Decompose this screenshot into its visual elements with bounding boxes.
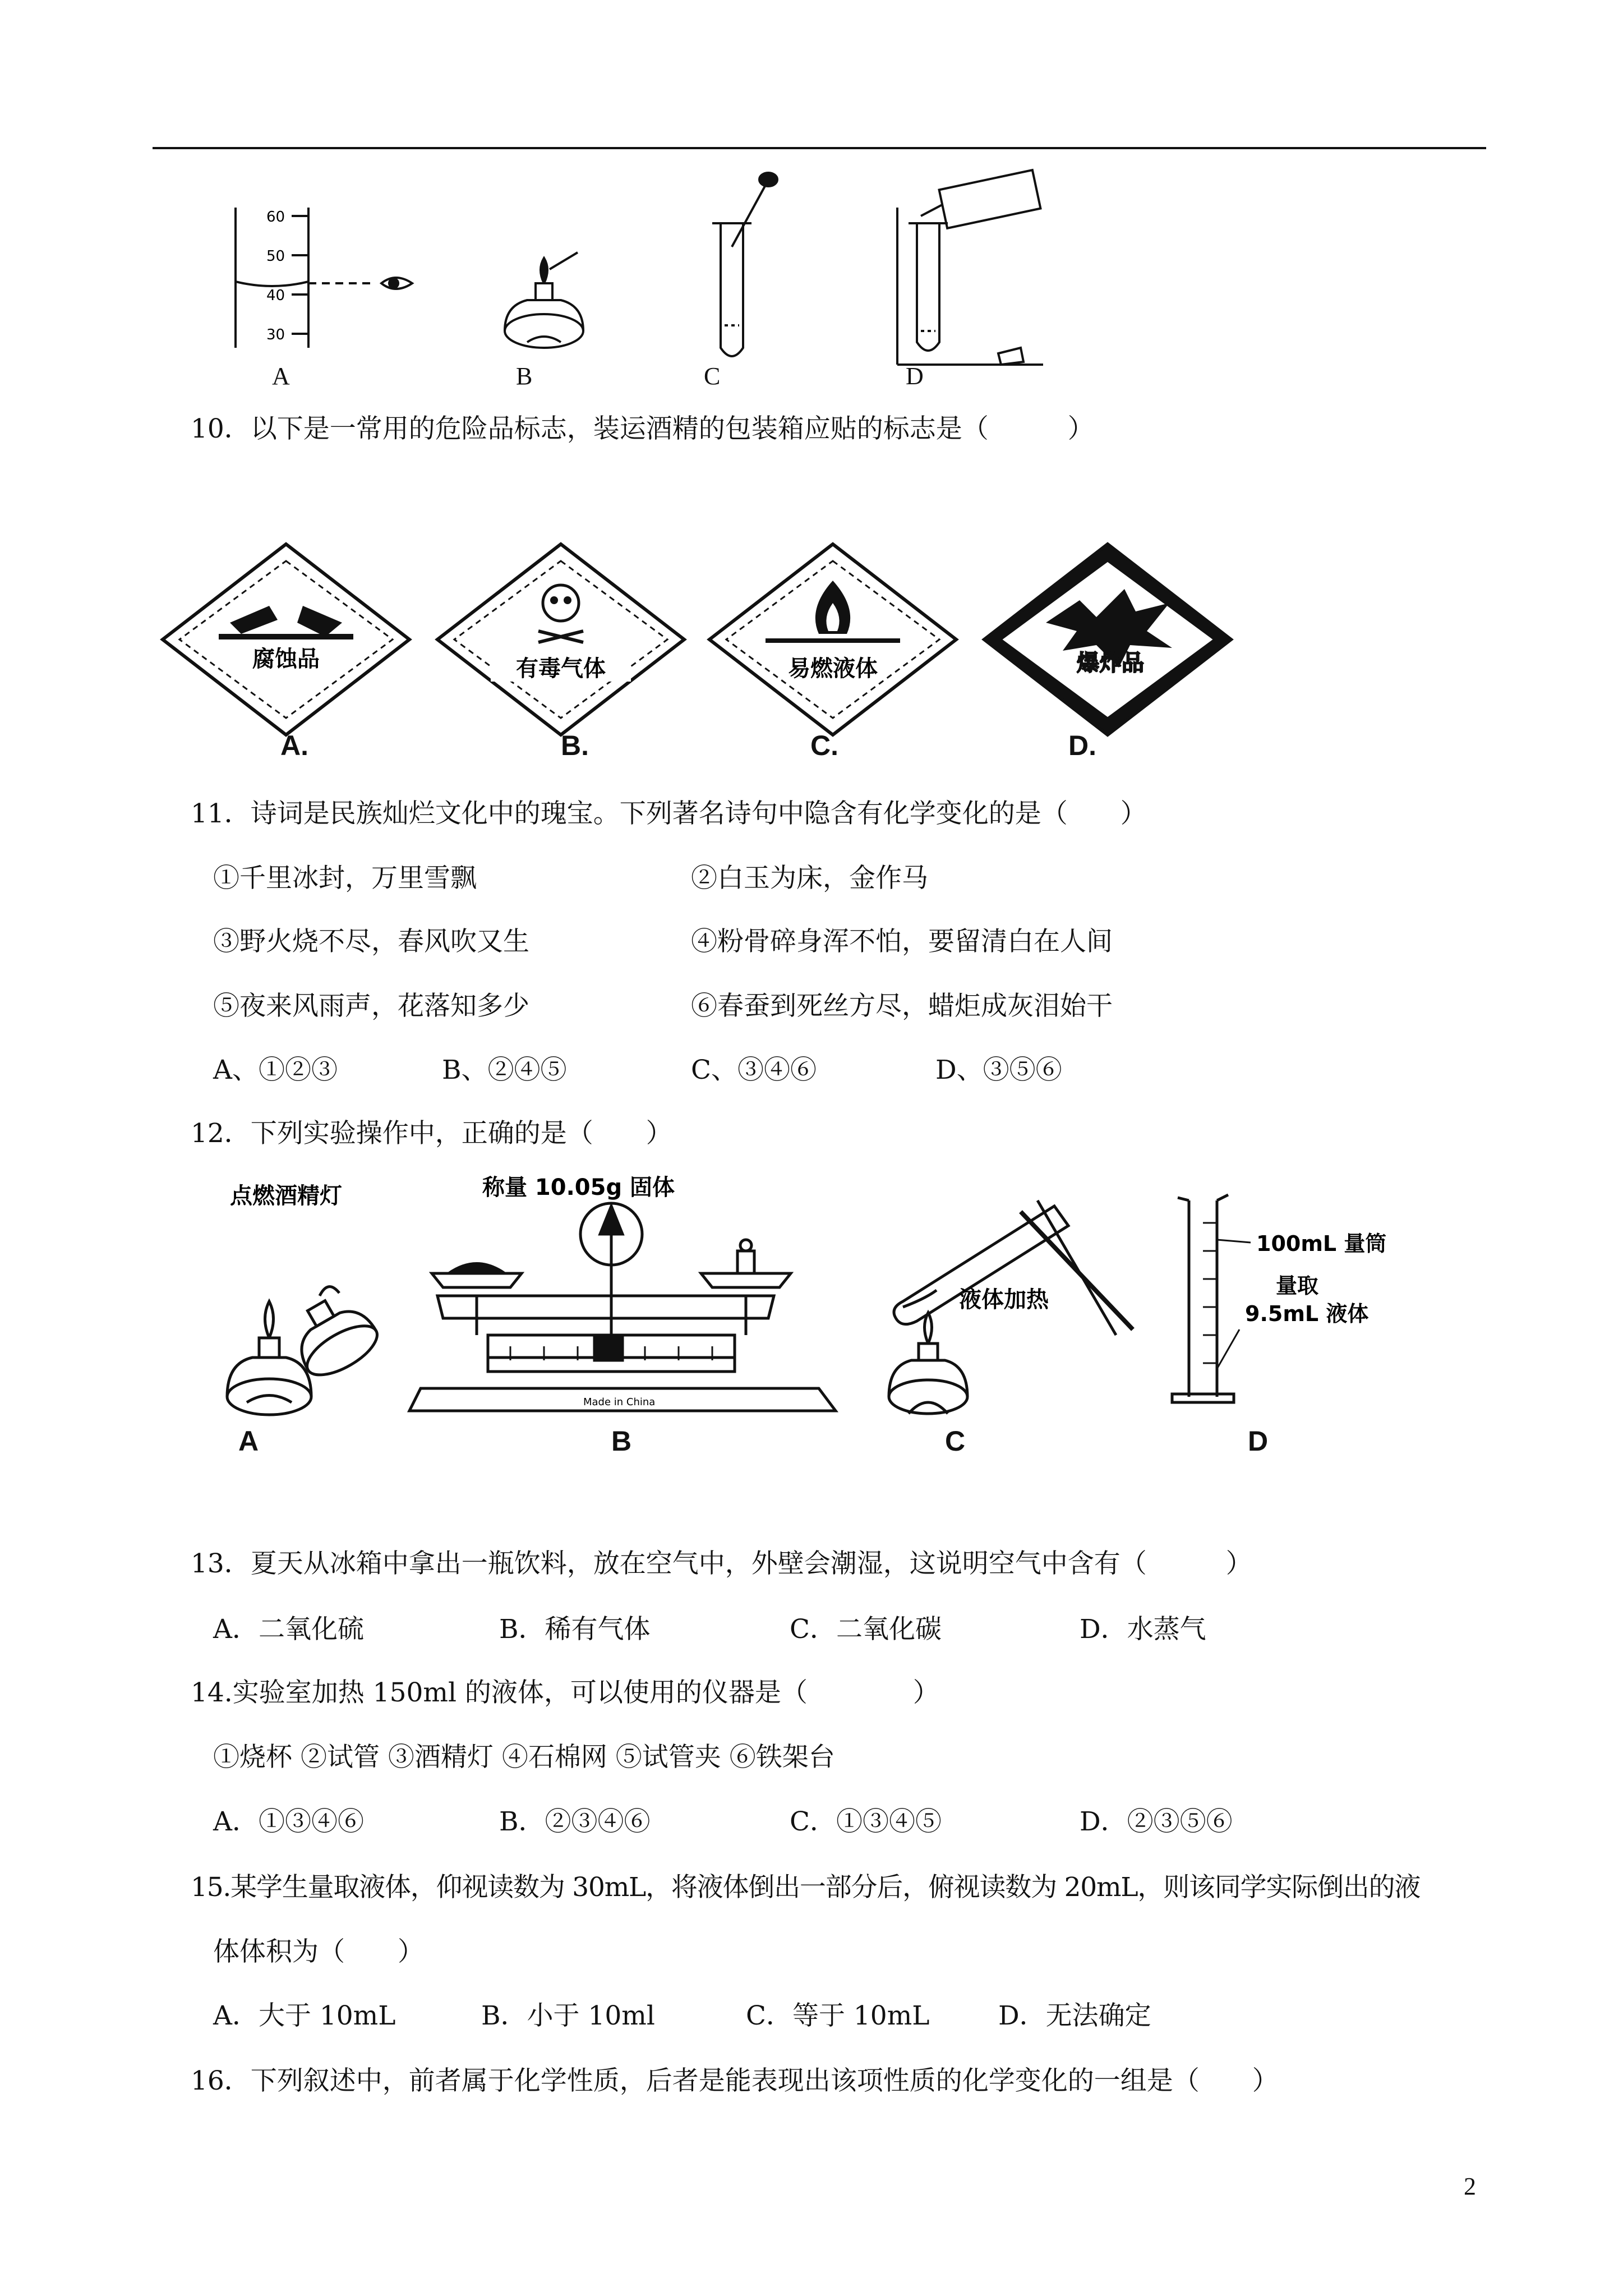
q15-option-d: D．无法确定 bbox=[998, 2000, 1151, 2031]
toxic-gas-sign-icon bbox=[437, 544, 684, 735]
q15-option-a: A．大于 10mL bbox=[213, 2000, 396, 2031]
q15-option-b: B．小于 10ml bbox=[481, 2000, 655, 2031]
q12-text-d2: 量取 bbox=[1276, 1273, 1319, 1298]
q10-label-b: B. bbox=[561, 730, 589, 761]
q9-mark-40: 40 bbox=[266, 287, 285, 304]
q12-text-b-small: Made in China bbox=[583, 1396, 656, 1408]
q10-stem: 10．以下是一常用的危险品标志，装运酒精的包装箱应贴的标志是（ ） bbox=[191, 413, 1094, 444]
q11-option-a: A、①②③ bbox=[213, 1055, 338, 1085]
q9-figure bbox=[213, 163, 1110, 398]
q16-stem: 16．下列叙述中，前者属于化学性质，后者是能表现出该项性质的化学变化的一组是（ ） bbox=[191, 2065, 1279, 2096]
q9-mark-60: 60 bbox=[266, 209, 285, 226]
q12-label-d: D bbox=[1248, 1425, 1269, 1457]
sign-a-text: 腐蚀品 bbox=[252, 646, 320, 672]
header-rule bbox=[153, 147, 1486, 149]
q12-lamp-to-lamp-diagram bbox=[227, 1286, 385, 1415]
sign-b-text: 有毒气体 bbox=[516, 656, 606, 682]
q9-alcohol-lamp-diagram bbox=[505, 252, 583, 348]
explosive-sign-icon bbox=[984, 544, 1231, 735]
q11-item-6: ⑥春蚕到死丝方尽，蜡炬成灰泪始干 bbox=[691, 991, 1113, 1022]
q15-option-c: C．等于 10mL bbox=[746, 2000, 930, 2031]
q14-items: ①烧杯 ②试管 ③酒精灯 ④石棉网 ⑤试管夹 ⑥铁架台 bbox=[213, 1742, 835, 1773]
q10-label-d: D. bbox=[1068, 730, 1096, 761]
q14-option-c: C．①③④⑤ bbox=[790, 1806, 942, 1837]
q12-text-a: 点燃酒精灯 bbox=[230, 1183, 342, 1209]
q9-pouring-diagram bbox=[897, 170, 1043, 365]
q13-option-d: D．水蒸气 bbox=[1080, 1614, 1206, 1645]
q12-figure bbox=[208, 1167, 1441, 1458]
q10-label-a: A. bbox=[280, 730, 308, 761]
q12-text-b: 称量 10.05g 固体 bbox=[482, 1175, 675, 1200]
q9-label-d: D bbox=[906, 362, 924, 390]
q15-stem-line1: 15.某学生量取液体，仰视读数为 30mL，将液体倒出一部分后，俯视读数为 20mL，则该同学实际倒出的液 bbox=[191, 1872, 1421, 1903]
q12-stem: 12．下列实验操作中，正确的是（ ） bbox=[191, 1118, 672, 1149]
page-number: 2 bbox=[1464, 2173, 1476, 2200]
q12-label-a: A bbox=[238, 1425, 259, 1457]
q9-label-a: A bbox=[272, 362, 290, 390]
q14-stem: 14.实验室加热 150ml 的液体，可以使用的仪器是（ ） bbox=[191, 1677, 939, 1708]
q12-label-c: C bbox=[945, 1425, 966, 1457]
q14-option-a: A．①③④⑥ bbox=[213, 1806, 364, 1837]
q12-measuring-cylinder-diagram bbox=[1172, 1195, 1251, 1402]
q13-option-c: C．二氧化碳 bbox=[790, 1614, 942, 1645]
q11-option-b: B、②④⑤ bbox=[442, 1055, 567, 1085]
q9-cylinder-diagram bbox=[236, 208, 412, 348]
q9-test-tube-dropper-diagram bbox=[712, 173, 777, 356]
q9-label-c: C bbox=[704, 362, 721, 390]
q12-text-d3: 9.5mL 液体 bbox=[1245, 1301, 1369, 1326]
q13-stem: 13．夏天从冰箱中拿出一瓶饮料，放在空气中，外壁会潮湿，这说明空气中含有（ ） bbox=[191, 1548, 1252, 1579]
q11-item-5: ⑤夜来风雨声，花落知多少 bbox=[213, 991, 529, 1022]
q10-label-c: C. bbox=[810, 730, 838, 761]
q9-mark-50: 50 bbox=[266, 248, 285, 265]
q12-text-c: 液体加热 bbox=[959, 1287, 1049, 1313]
q9-mark-30: 30 bbox=[266, 326, 285, 343]
q9-label-b: B bbox=[516, 362, 533, 390]
q15-stem-line2: 体体积为（ ） bbox=[213, 1936, 424, 1967]
flammable-liquid-sign-icon bbox=[709, 544, 956, 735]
q14-option-b: B．②③④⑥ bbox=[499, 1806, 651, 1837]
sign-d-text: 爆炸品 bbox=[1077, 650, 1144, 676]
q12-text-d1: 100mL 量筒 bbox=[1256, 1231, 1387, 1256]
q11-item-2: ②白玉为床，金作马 bbox=[691, 863, 928, 894]
q12-balance-diagram bbox=[409, 1203, 836, 1411]
q11-item-3: ③野火烧不尽，春风吹又生 bbox=[213, 926, 529, 957]
q11-option-d: D、③⑤⑥ bbox=[935, 1055, 1062, 1085]
q12-label-b: B bbox=[611, 1425, 632, 1457]
corrosive-sign-icon bbox=[163, 544, 409, 735]
sign-c-text: 易燃液体 bbox=[788, 656, 878, 682]
q14-option-d: D．②③⑤⑥ bbox=[1080, 1806, 1233, 1837]
q11-stem: 11．诗词是民族灿烂文化中的瑰宝。下列著名诗句中隐含有化学变化的是（ ） bbox=[191, 798, 1147, 829]
q13-option-a: A．二氧化硫 bbox=[213, 1614, 364, 1645]
q11-option-c: C、③④⑥ bbox=[691, 1055, 817, 1085]
q11-item-4: ④粉骨碎身浑不怕，要留清白在人间 bbox=[691, 926, 1113, 957]
q11-item-1: ①千里冰封，万里雪飘 bbox=[213, 863, 477, 894]
q13-option-b: B．稀有气体 bbox=[499, 1614, 651, 1645]
